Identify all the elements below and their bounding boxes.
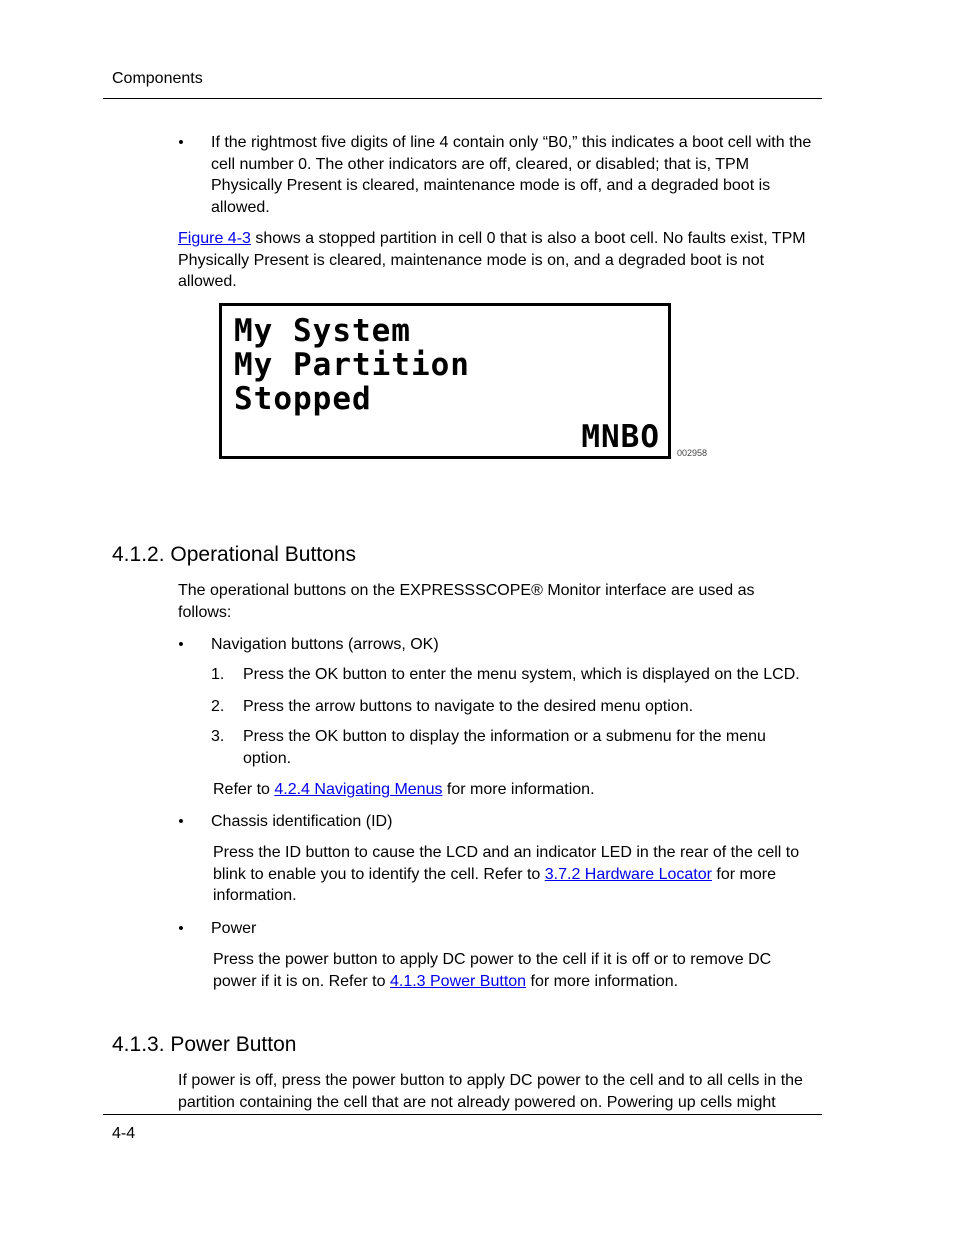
chassis-id-suffix: for more information. — [213, 865, 776, 905]
lcd-display-figure — [219, 303, 671, 459]
figure-4-3-link[interactable]: Figure 4-3 — [178, 230, 251, 247]
operational-buttons-intro: The operational buttons on the EXPRESSSCOPE® Monitor interface are used as follows: — [178, 582, 755, 621]
lcd-status-code: MNBO — [581, 419, 660, 455]
navigation-step-text: Press the arrow buttons to navigate to the desired menu option. — [243, 698, 694, 715]
step-number: 3. — [211, 728, 225, 745]
navigation-step-text: Press the OK button to display the information or a submenu for the menu option. — [243, 728, 766, 767]
lcd-line-2: My Partition — [234, 347, 470, 383]
power-button-link[interactable]: 4.1.3 Power Button — [389, 972, 527, 990]
footer-rule — [103, 1114, 822, 1115]
refer-prefix: Refer to — [213, 781, 275, 798]
bullet-dot: • — [178, 920, 184, 937]
refer-suffix: for more information. — [442, 781, 595, 798]
figure-id-label: 002958 — [677, 448, 708, 458]
navigation-step-text: Press the OK button to enter the menu system, which is displayed on the LCD. — [243, 666, 800, 683]
navigation-buttons-label: Navigation buttons (arrows, OK) — [211, 636, 439, 653]
power-button-paragraph: If power is off, press the power button to apply DC power to the cell and to all cells in the partition containing the cell that are not already powered on. Powering up cells might — [178, 1072, 803, 1111]
section-heading-operational-buttons: 4.1.2. Operational Buttons — [112, 543, 356, 566]
navigating-menus-reference — [213, 779, 595, 801]
bullet-dot: • — [178, 813, 184, 830]
running-header: Components — [112, 70, 203, 87]
bullet-dot: • — [178, 636, 184, 653]
chassis-id-label: Chassis identification (ID) — [211, 813, 393, 830]
section-heading-power-button: 4.1.3. Power Button — [112, 1033, 297, 1056]
lcd-line-3: Stopped — [234, 381, 372, 417]
page-number: 4-4 — [112, 1125, 136, 1142]
bullet-dot: • — [178, 134, 184, 151]
chassis-id-description — [213, 842, 821, 907]
lcd-line-1: My System — [234, 313, 411, 349]
power-text: Press the power button to apply DC power to the cell if it is off or to remove DC power if it is on. Refer to — [213, 951, 772, 990]
header-rule — [103, 98, 822, 99]
navigating-menus-link[interactable]: 4.2.4 Navigating Menus — [274, 781, 443, 798]
chassis-id-text: Press the ID button to cause the LCD and an indicator LED in the rear of the cell to blink to enable you to identify the cell. Refer to — [213, 844, 800, 883]
boot-cell-bullet-text: If the rightmost five digits of line 4 contain only “B0,” this indicates a boot cell with the cell number 0. The other indicators are off, cleared, or disabled; that is, TPM Physically Present is cleared, maintenance mode is off, and a degraded boot is allowed. — [211, 134, 812, 217]
power-description — [213, 949, 803, 992]
power-suffix: for more information. — [526, 972, 679, 990]
figure-reference-text: shows a stopped partition in cell 0 that is also a boot cell. No faults exist, TPM Physically Present is cleared, maintenance mode is on, and a degraded boot is not allowed. — [178, 230, 806, 291]
step-number: 1. — [211, 666, 225, 683]
hardware-locator-link[interactable]: 3.7.2 Hardware Locator — [544, 865, 712, 883]
step-number: 2. — [211, 698, 225, 715]
figure-reference-paragraph — [178, 228, 818, 293]
power-label: Power — [211, 920, 257, 937]
